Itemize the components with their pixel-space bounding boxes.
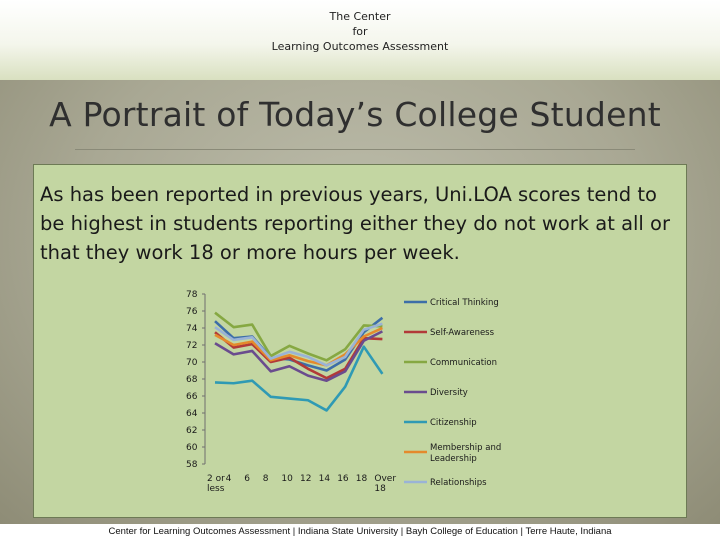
org-name-line-3: Learning Outcomes Assessment xyxy=(271,40,449,53)
x-tick-label: 18 xyxy=(355,474,368,484)
legend-label: Membership and xyxy=(430,443,502,453)
legend-label: Communication xyxy=(430,358,497,368)
legend-label: Diversity xyxy=(430,388,468,398)
footer-bar xyxy=(0,524,720,540)
x-tick-label: 14 xyxy=(318,474,331,484)
y-tick-label: 60 xyxy=(186,443,198,453)
y-tick-label: 72 xyxy=(186,341,198,351)
x-tick-label: Over xyxy=(374,474,397,484)
y-tick-label: 76 xyxy=(186,307,198,317)
legend-label: Citizenship xyxy=(430,418,477,428)
body-paragraph: As has been reported in previous years, Uni.LOA scores tend to be highest in students reporting either they do not work at all or that they work 18 or more hours per week. xyxy=(40,183,670,264)
org-name-line-2: for xyxy=(352,25,368,38)
slide-title: A Portrait of Today’s College Student xyxy=(49,95,661,134)
legend-label: Self-Awareness xyxy=(430,328,495,338)
x-tick-label: 4 xyxy=(225,474,232,484)
org-name-line-1: The Center xyxy=(329,10,391,23)
x-tick-label: 6 xyxy=(244,474,250,484)
x-tick-label: 12 xyxy=(300,474,312,484)
legend-label: Relationships xyxy=(430,478,487,488)
legend-label: Critical Thinking xyxy=(430,298,499,308)
y-tick-label: 64 xyxy=(186,409,198,419)
x-tick-label: 10 xyxy=(281,474,293,484)
x-tick-label: less xyxy=(207,484,225,494)
y-tick-label: 58 xyxy=(186,460,198,470)
x-tick-label: 2 or xyxy=(207,474,225,484)
y-tick-label: 68 xyxy=(186,375,198,385)
legend-label: Leadership xyxy=(430,454,477,464)
y-tick-label: 74 xyxy=(186,324,198,334)
y-tick-label: 78 xyxy=(186,290,198,300)
series-line xyxy=(215,347,382,411)
x-tick-label: 16 xyxy=(337,474,349,484)
footer-text: Center for Learning Outcomes Assessment | Indiana State University | Bayh College of Education | Terre Haute, Indiana xyxy=(108,526,612,537)
y-tick-label: 70 xyxy=(186,358,198,368)
x-tick-label: 8 xyxy=(262,474,269,484)
y-tick-label: 66 xyxy=(186,392,198,402)
y-tick-label: 62 xyxy=(186,426,198,436)
x-tick-label: 18 xyxy=(374,484,386,494)
